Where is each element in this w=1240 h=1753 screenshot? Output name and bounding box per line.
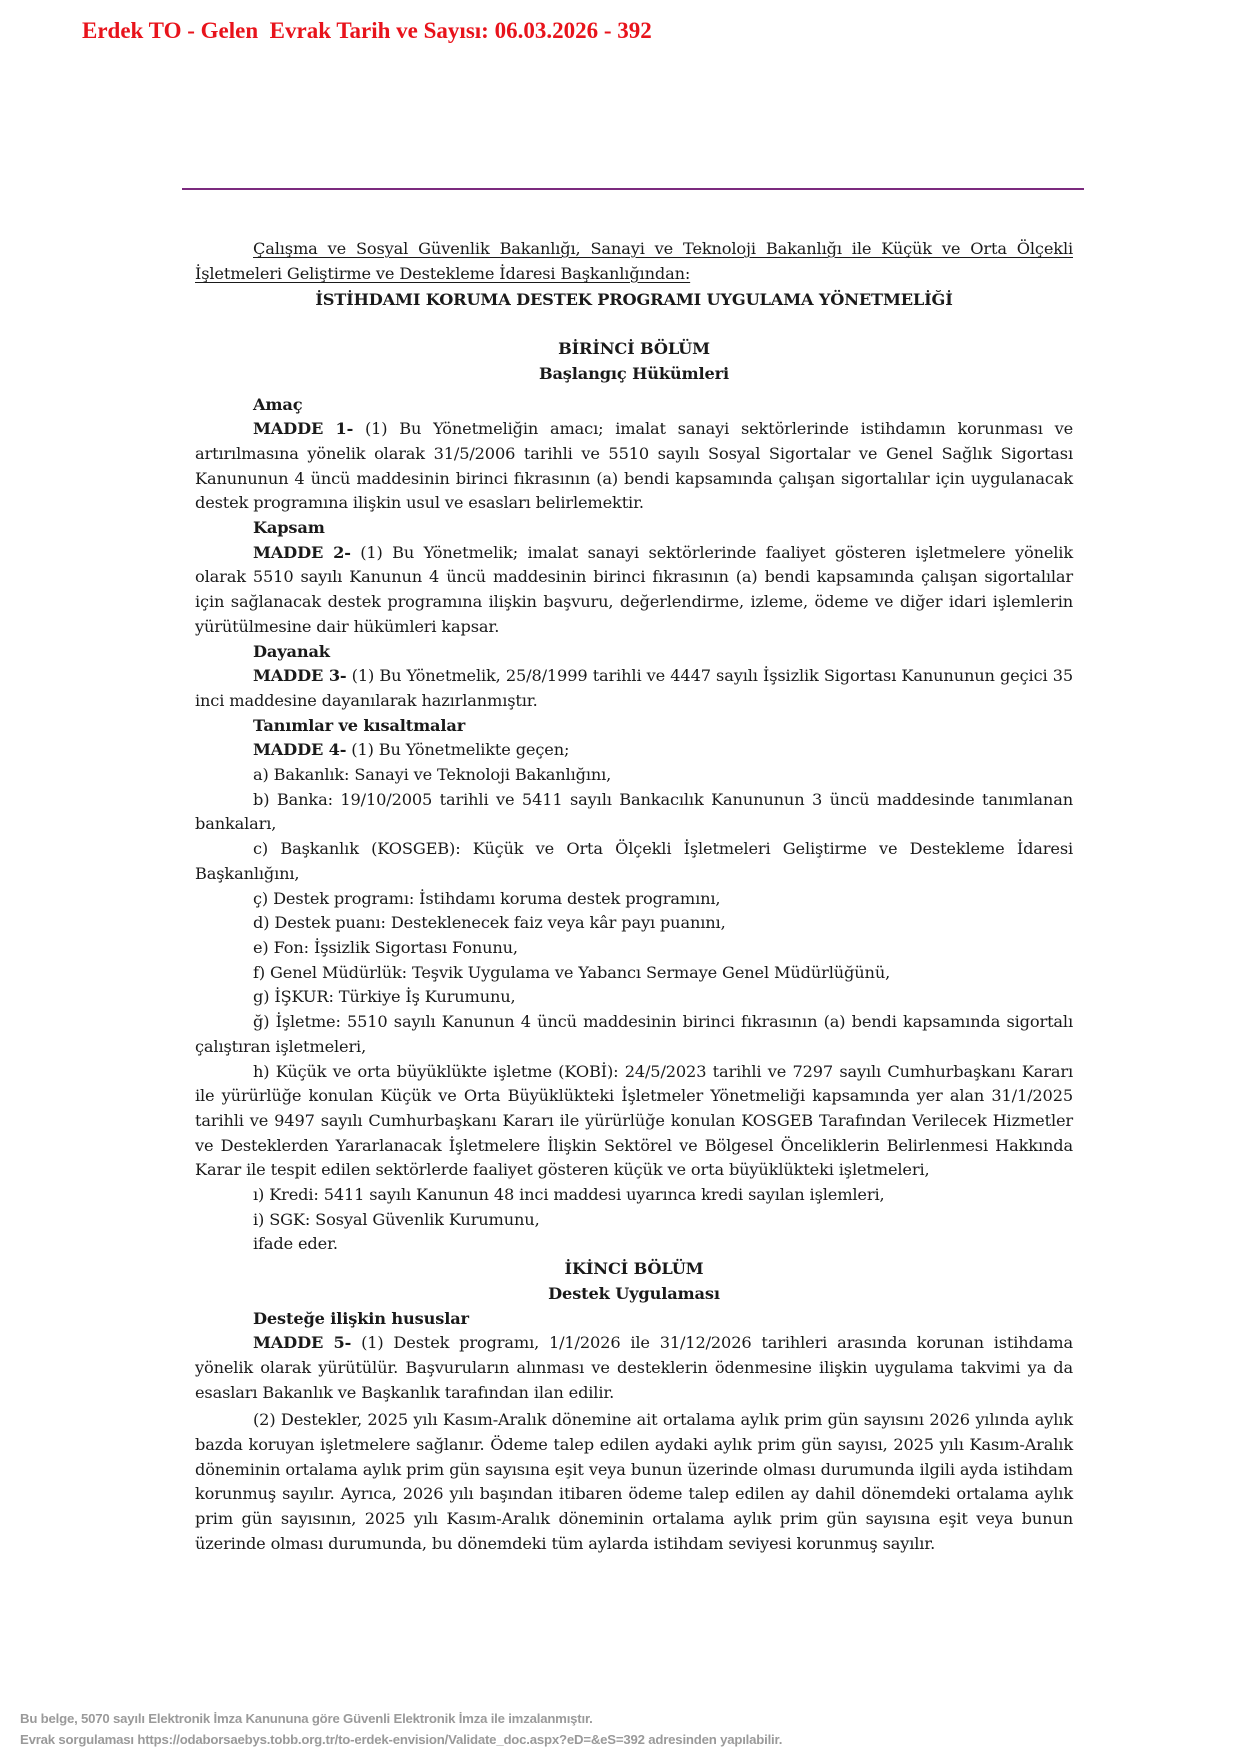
incoming-document-stamp: Erdek TO - Gelen Evrak Tarih ve Sayısı: 06.03.2026 - 392 xyxy=(82,18,652,43)
article-2-label: MADDE 2- xyxy=(253,542,351,562)
article-1-heading: Amaç xyxy=(253,394,303,414)
definition-item: f) Genel Müdürlük: Teşvik Uygulama ve Yabancı Sermaye Genel Müdürlüğünü, xyxy=(253,962,891,982)
article-3-heading: Dayanak xyxy=(253,641,330,661)
definition-item: e) Fon: İşsizlik Sigortası Fonunu, xyxy=(253,937,518,957)
article-4-closing: ifade eder. xyxy=(253,1234,338,1254)
definition-item: ğ) İşletme: 5510 sayılı Kanunun 4 üncü maddesinin birinci fıkrasının (a) bendi kapsamında sigortalı çalıştıran işletmeleri, xyxy=(195,1012,1073,1056)
header-divider xyxy=(182,188,1084,190)
chapter-1-number: BİRİNCİ BÖLÜM xyxy=(558,339,710,359)
e-signature-notice: Bu belge, 5070 sayılı Elektronik İmza Kanununa göre Güvenli Elektronik İmza ile imzalanmıştır. xyxy=(20,1711,593,1726)
article-5-label: MADDE 5- xyxy=(253,1333,352,1353)
chapter-2-name: Destek Uygulaması xyxy=(548,1283,720,1303)
definition-item: h) Küçük ve orta büyüklükte işletme (KOBİ): 24/5/2023 tarihli ve 7297 sayılı Cumhurbaşkanı Kararı ile yürürlüğe konulan Küçük ve Orta Büyüklükteki İşletmeler Yönetmeliği kapsamında yer alan 31/1/2025 tarihli ve 9497 sayılı Cumhurbaşkanı Kararı ile yürürlüğe konulan KOSGEB Tarafından Verilecek Hizmetler ve Desteklerden Yararlanacak İşletmelere İlişkin Sektörel ve Bölgesel Önceliklerin Belirlenmesi Hakkında Karar ile tespit edilen sektörlerde faaliyet gösteren küçük ve orta büyüklükteki işletmeleri, xyxy=(195,1061,1073,1180)
article-4-label: MADDE 4- xyxy=(253,740,347,760)
article-5-paragraph-2: (2) Destekler, 2025 yılı Kasım-Aralık dönemine ait ortalama aylık prim gün sayısını 2026 yılında aylık bazda koruyan işletmelere sağlanır. Ödeme talep edilen aydaki aylık prim gün sayısı, 2025 yılı Kasım-Aralık döneminin ortalama aylık prim gün sayısına eşit veya bunun üzerinde olması durumunda ilgili ayda istihdam korunmuş sayılır. Ayrıca, 2026 yılı başından itibaren ödeme talep edilen ay dahil dönemdeki ortalama aylık prim gün sayısının, 2025 yılı Kasım-Aralık döneminin ortalama aylık prim gün sayısına eşit veya bunun üzerinde olması durumunda, bu dönemdeki tüm aylarda istihdam seviyesi korunmuş sayılır. xyxy=(195,1410,1073,1553)
article-4-body: MADDE 4- (1) Bu Yönetmelikte geçen; xyxy=(253,740,570,760)
article-1-body: MADDE 1- (1) Bu Yönetmeliğin amacı; imalat sanayi sektörlerinde istihdamın korunması ve artırılmasına yönelik olarak 31/5/2006 tarihli ve 5510 sayılı Sosyal Sigortalar ve Genel Sağlık Sigortası Kanununun 4 üncü maddesinin birinci fıkrasının (a) bendi kapsamında çalışan sigortalılar için uygulanacak destek programına ilişkin usul ve esasları belirlemektir. xyxy=(195,419,1073,513)
regulation-title: İSTİHDAMI KORUMA DESTEK PROGRAMI UYGULAMA YÖNETMELİĞİ xyxy=(315,290,953,310)
e-signature-footer xyxy=(20,1708,782,1750)
chapter-2-number: İKİNCİ BÖLÜM xyxy=(564,1259,704,1279)
article-5-heading: Desteğe ilişkin hususlar xyxy=(253,1308,469,1328)
definition-item: a) Bakanlık: Sanayi ve Teknoloji Bakanlığını, xyxy=(253,765,612,785)
spacer xyxy=(195,313,1073,337)
article-5-body: MADDE 5- (1) Destek programı, 1/1/2026 ile 31/12/2026 tarihleri arasında korunan istihdama yönelik olarak yürütülür. Başvuruların alınması ve desteklerin ödenmesine ilişkin uygulama takvimi ya da esasları Bakanlık ve Başkanlık tarafından ilan edilir. xyxy=(195,1333,1074,1402)
definition-item: b) Banka: 19/10/2005 tarihli ve 5411 sayılı Bankacılık Kanununun 3 üncü maddesinde tanımlanan bankaları, xyxy=(195,789,1073,834)
article-1-label: MADDE 1- xyxy=(253,419,354,439)
chapter-1-name: Başlangıç Hükümleri xyxy=(538,363,730,383)
definition-item: d) Destek puanı: Desteklenecek faiz veya kâr payı puanını, xyxy=(253,913,726,933)
article-3-label: MADDE 3- xyxy=(253,666,347,686)
article-4-heading: Tanımlar ve kısaltmalar xyxy=(253,715,466,735)
definition-item: ı) Kredi: 5411 sayılı Kanunun 48 inci maddesi uyarınca kredi sayılan işlemleri, xyxy=(253,1185,885,1205)
definition-item: ç) Destek programı: İstihdamı koruma destek programını, xyxy=(253,888,721,908)
definition-item: g) İŞKUR: Türkiye İş Kurumunu, xyxy=(253,987,516,1007)
article-3-body: MADDE 3- (1) Bu Yönetmelik, 25/8/1999 tarihli ve 4447 sayılı İşsizlik Sigortası Kanununun geçici 35 inci maddesine dayanılarak hazırlanmıştır. xyxy=(195,666,1073,710)
regulation-document xyxy=(195,237,1073,1557)
article-2-body: MADDE 2- (1) Bu Yönetmelik; imalat sanayi sektörlerinde faaliyet gösteren işletmelere yönelik olarak 5510 sayılı Kanunun 4 üncü maddesinin birinci fıkrasının (a) bendi kapsamında çalışan sigortalılar için sağlanacak destek programına ilişkin başvuru, değerlendirme, izleme, ödeme ve diğer idari işlemlerin yürütülmesine dair hükümleri kapsar. xyxy=(195,542,1073,636)
definition-item: c) Başkanlık (KOSGEB): Küçük ve Orta Ölçekli İşletmeleri Geliştirme ve Destekleme İdaresi Başkanlığını, xyxy=(195,839,1073,883)
verification-link-text: Evrak sorgulaması https://odaborsaebys.tobb.org.tr/to-erdek-envision/Validate_doc.aspx?eD=&eS=392 adresinden yapılabilir. xyxy=(20,1732,783,1747)
definition-item: i) SGK: Sosyal Güvenlik Kurumunu, xyxy=(253,1209,540,1229)
issuing-authority: Çalışma ve Sosyal Güvenlik Bakanlığı, Sanayi ve Teknoloji Bakanlığı ile Küçük ve Orta Ölçekli İşletmeleri Geliştirme ve Destekleme İdaresi Başkanlığından: xyxy=(195,239,1073,283)
article-2-heading: Kapsam xyxy=(253,518,325,538)
